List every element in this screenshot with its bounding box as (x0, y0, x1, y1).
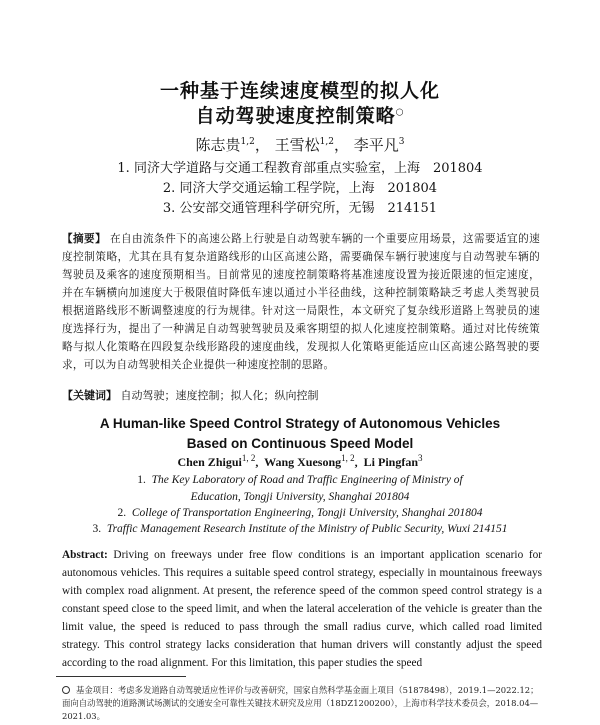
english-title-line-2: Based on Continuous Speed Model (186, 436, 414, 451)
chinese-keywords (62, 387, 319, 403)
affiliation-cn-3: 3. 公安部交通管理科学研究所，无锡 214151 (162, 201, 438, 216)
chinese-authors (0, 134, 600, 155)
affiliation-en-1 (0, 474, 600, 486)
abstract-en-text: Driving on freeways under free flow conditions is an important application scenario for autonomous vehicles. This requires a suitable speed control strategy, especially in mountainous freeways with complex road alignment. At present, the reference speed of the common speed control strategy is a constant speed close to the speed limit, and when the lateral acceleration of the vehicle is greater than the limit value, the speed is reduced to pass through the small radius curve, which called road limited strategy. This control strategy lacks consideration that human drivers will constantly adjust the speed according to the road alignment. For this limitation, this paper studies the speed (62, 549, 542, 669)
affiliation-en-1-cont (0, 491, 600, 503)
affiliation-en-1-text-cont: Education, Tongji University, Shanghai 201804 (190, 491, 410, 503)
funding-footnote (62, 684, 542, 723)
author-en-3-sup: 3 (418, 453, 423, 463)
chinese-title-line-2 (0, 101, 600, 128)
author-cn-3: 李平凡 (353, 136, 399, 154)
affiliation-en-2-text: College of Transportation Engineering, Tongji University, Shanghai 201804 (131, 507, 483, 519)
author-en-2-sup: 1, 2 (341, 453, 355, 463)
chinese-title-line-1: 一种基于连续速度模型的拟人化 (159, 80, 440, 102)
author-separator: ， (333, 136, 349, 154)
affiliation-en-3-num: 3. (92, 523, 102, 535)
affiliation-cn-2: 2. 同济大学交通运输工程学院，上海 201804 (162, 181, 438, 196)
abstract-cn-label: 【摘要】 (62, 233, 107, 245)
funding-mark: ○ (395, 107, 405, 118)
affiliation-en-3 (0, 523, 600, 535)
keywords-cn-label: 【关键词】 (62, 389, 117, 402)
author-en-3: Li Pingfan (363, 455, 419, 469)
footnote-divider (56, 676, 186, 677)
affiliation-en-1-num: 1. (137, 474, 146, 486)
author-cn-1-sup: 1,2 (240, 137, 255, 147)
author-cn-2-sup: 1,2 (319, 137, 334, 147)
affiliation-en-2-num: 2. (117, 507, 127, 519)
author-en-1: Chen Zhigui (177, 455, 242, 469)
english-authors: Chen Zhigui$^{1, 2}$, Wang Xuesong$^{1, 2}$, Li Pingfan$^3$ (177, 453, 423, 469)
affiliation-en-1-text: The Key Laboratory of Road and Traffic Engineering of Ministry of (151, 474, 463, 486)
english-abstract (62, 546, 542, 672)
english-title-line-1: A Human-like Speed Control Strategy of Autonomous Vehicles (99, 416, 501, 431)
abstract-cn-text: 在自由流条件下的高速公路上行驶是自动驾驶车辆的一个重要应用场景，这需要适宜的速度控制策略，尤其在具有复杂道路线形的山区高速公路，需要确保车辆行驶速度与自动驾驶车辆的驾驶员及乘客的速度预期相当。目前常见的速度控制策略将基准速度设置为接近限速的恒定速度，并在车辆横向加速度大于极限值时降低车速以通过小半径曲线，这种控制策略缺乏考虑人类驾驶员根据道路线形不断调整速度的行为规律。针对这一局限性，本文研究了复杂线形道路上驾驶员的速度选择行为，提出了一种满足自动驾驶驾驶员及乘客期望的拟人化速度控制策略。通过对比传统策略与拟人化策略在四段复杂线形路段的速度曲线，发现拟人化策略更能适应山区高速公路驾驶的要求，可以为自动驾驶相关企业提供一种速度控制的思路。 (62, 233, 540, 371)
footnote-text: 基金项目：考虑多发道路自动驾驶适应性评价与改善研究，国家自然科学基金面上项目（51878498），2019.1—2022.12；面向自动驾驶的道路测试场测试的交通安全可靠性关键技术研究及应用（18DZ1200200），上海市科学技术委员会，2018.04—2021.03。 (62, 685, 539, 721)
footnote-mark-icon (62, 686, 70, 694)
author-en-2: Wang Xuesong (264, 455, 342, 469)
chinese-abstract (62, 230, 540, 374)
keywords-cn-text: 自动驾驶；速度控制；拟人化；纵向控制 (120, 389, 319, 402)
chinese-title-text: 自动驾驶速度控制策略 (195, 105, 396, 127)
author-en-1-sup: 1, 2 (241, 453, 256, 463)
author-cn-2: 王雪松 (274, 136, 320, 154)
author-cn-3-sup: 3 (398, 137, 405, 147)
affiliation-en-2 (0, 507, 600, 519)
author-cn-1: 陈志贵 (195, 136, 241, 154)
affiliation-cn-1: 1. 同济大学道路与交通工程教育部重点实验室，上海 201804 (117, 161, 483, 176)
affiliation-en-3-text: Traffic Management Research Institute of the Ministry of Public Security, Wuxi 214151 (106, 523, 508, 535)
author-separator: ， (254, 136, 270, 154)
abstract-en-label: Abstract: (62, 549, 108, 561)
